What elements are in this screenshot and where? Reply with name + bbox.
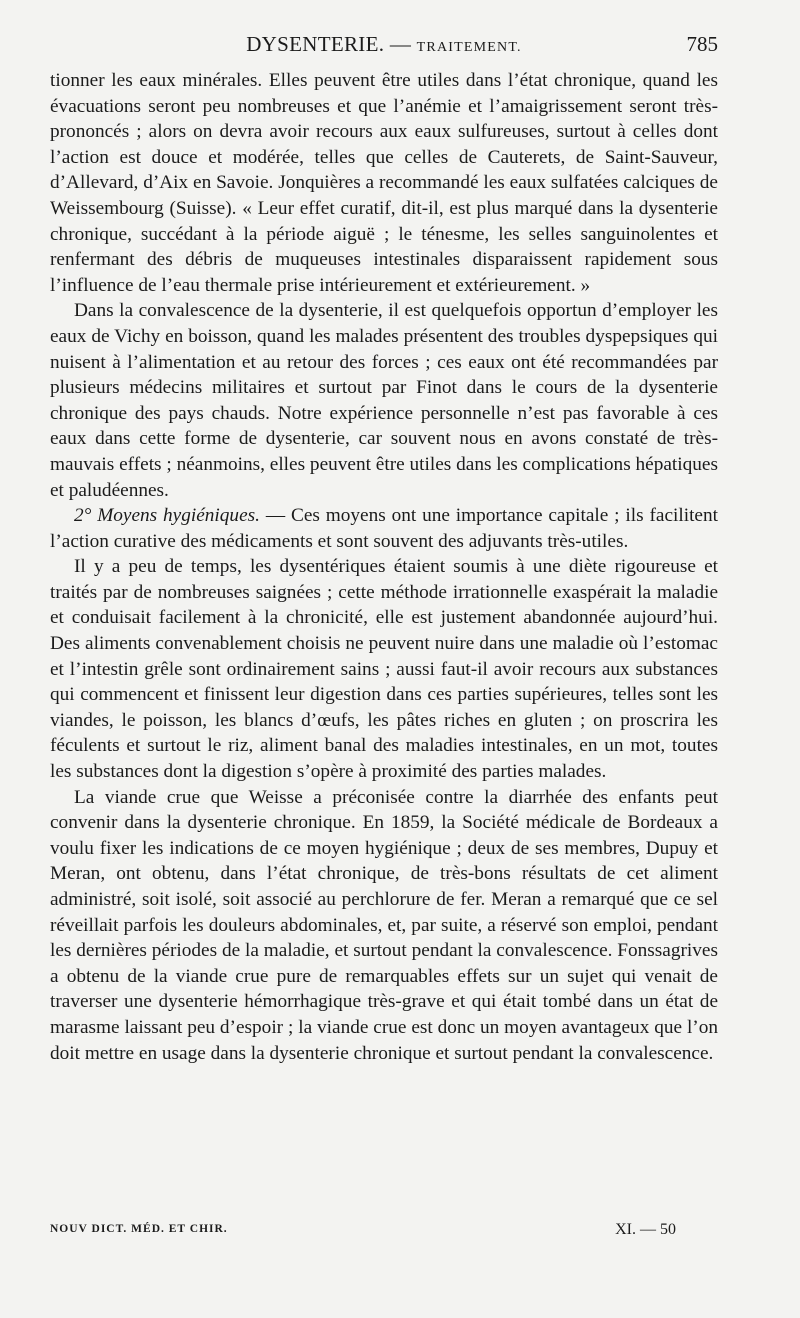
paragraph-4: Il y a peu de temps, les dysentériques étaient soumis à une diète rigoureuse et traités par de nombreuses saignées ; cette méthode irrationnelle exaspérait la maladie et conduisait facilement à la chronicité, elle est justement abandonnée aujourd’hui. Des aliments convenablement choisis ne peuvent nuire dans une maladie où l’estomac et l’intestin grêle sont ordinairement sains ; aussi faut-il avoir recours aux substances qui commencent et finissent leur digestion dans ces parties supérieures, telles sont les viandes, le poisson, les blancs d’œufs, les pâtes riches en gluten ; on proscrira les féculents et surtout le riz, aliment banal des maladies intestinales, en un mot, toutes les substances dont la digestion s’opère à proximité des parties malades.	[50, 556, 718, 783]
footer-signature: NOUV DICT. MÉD. ET CHIR.	[50, 1223, 228, 1235]
paragraph-2: Dans la convalescence de la dysenterie, il est quelquefois opportun d’employer les eaux de Vichy en boisson, quand les malades présentent des troubles dyspepsiques qui nuisent à l’alimentation et au retour des forces ; ces eaux ont été recommandées par plusieurs médecins militaires et surtout par Finot dans le cours de la dysenterie chronique des pays chauds. Notre expérience personnelle n’est pas favorable à ces eaux dans cette forme de dysenterie, car souvent nous en avons constaté de très-mauvais effets ; néanmoins, elles peuvent être utiles dans les complications hépatiques et paludéennes.	[50, 300, 718, 501]
paragraph-1: tionner les eaux minérales. Elles peuvent être utiles dans l’état chronique, quand les évacuations seront peu nombreuses et que l’anémie et l’amaigrissement seront très-prononcés ; alors on devra avoir recours aux eaux sulfureuses, surtout à celles dont l’action est douce et modérée, telles que celles de Cauterets, de Saint-Sauveur, d’Allevard, d’Aix en Savoie. Jonquières a recommandé les eaux sulfatées calciques de Weissembourg (Suisse). « Leur effet curatif, dit-il, est plus marqué dans la dysenterie chronique, succédant à la période aiguë ; le ténesme, les selles sanguinolentes et renfermant des débris de muqueuses intestinales disparaissent rapidement sous l’influence de l’eau thermale prise intérieurement et extérieurement. »	[50, 70, 718, 296]
header-title	[50, 32, 718, 57]
paragraph-5: La viande crue que Weisse a préconisée contre la diarrhée des enfants peut convenir dans la dysenterie chronique. En 1859, la Société médicale de Bordeaux a voulu fixer les indications de ce moyen hygiénique ; deux de ses membres, Dupuy et Meran, ont obtenu, dans l’état chronique, de très-bons résultats de cet aliment administré, soit isolé, soit associé au perchlorure de fer. Meran a remarqué que ce sel réveillait parfois les douleurs abdominales, et, par suite, a réservé son emploi, pendant les dernières périodes de la maladie, et surtout pendant la convalescence. Fonssagrives a obtenu de la viande crue pure de remarquables effets sur un sujet qui venait de traverser une dysenterie hémorrhagique très-grave et qui était tombé dans un état de marasme laissant peu d’espoir ; la viande crue est donc un moyen avantageux que l’on doit mettre en usage dans la dysenterie chronique et surtout pendant la convalescence.	[50, 786, 718, 1064]
running-header	[50, 32, 718, 62]
paragraph-3	[50, 503, 718, 554]
header-title-main: DYSENTERIE.	[246, 32, 385, 56]
paragraph-3-text: — Ces moyens ont une importance capitale ; ils facilitent l’action curative des médicaments et sont souvent des adjuvants très-utiles.	[50, 505, 718, 552]
body-text	[50, 68, 718, 1066]
page-footer	[50, 1221, 718, 1245]
footer-volume: XI. — 50	[615, 1221, 676, 1238]
page-number: 785	[686, 32, 718, 56]
section-heading-hygienic: 2° Moyens hygiéniques.	[74, 505, 260, 527]
header-dash: —	[384, 32, 417, 56]
header-subtitle: TRAITEMENT.	[416, 40, 522, 55]
